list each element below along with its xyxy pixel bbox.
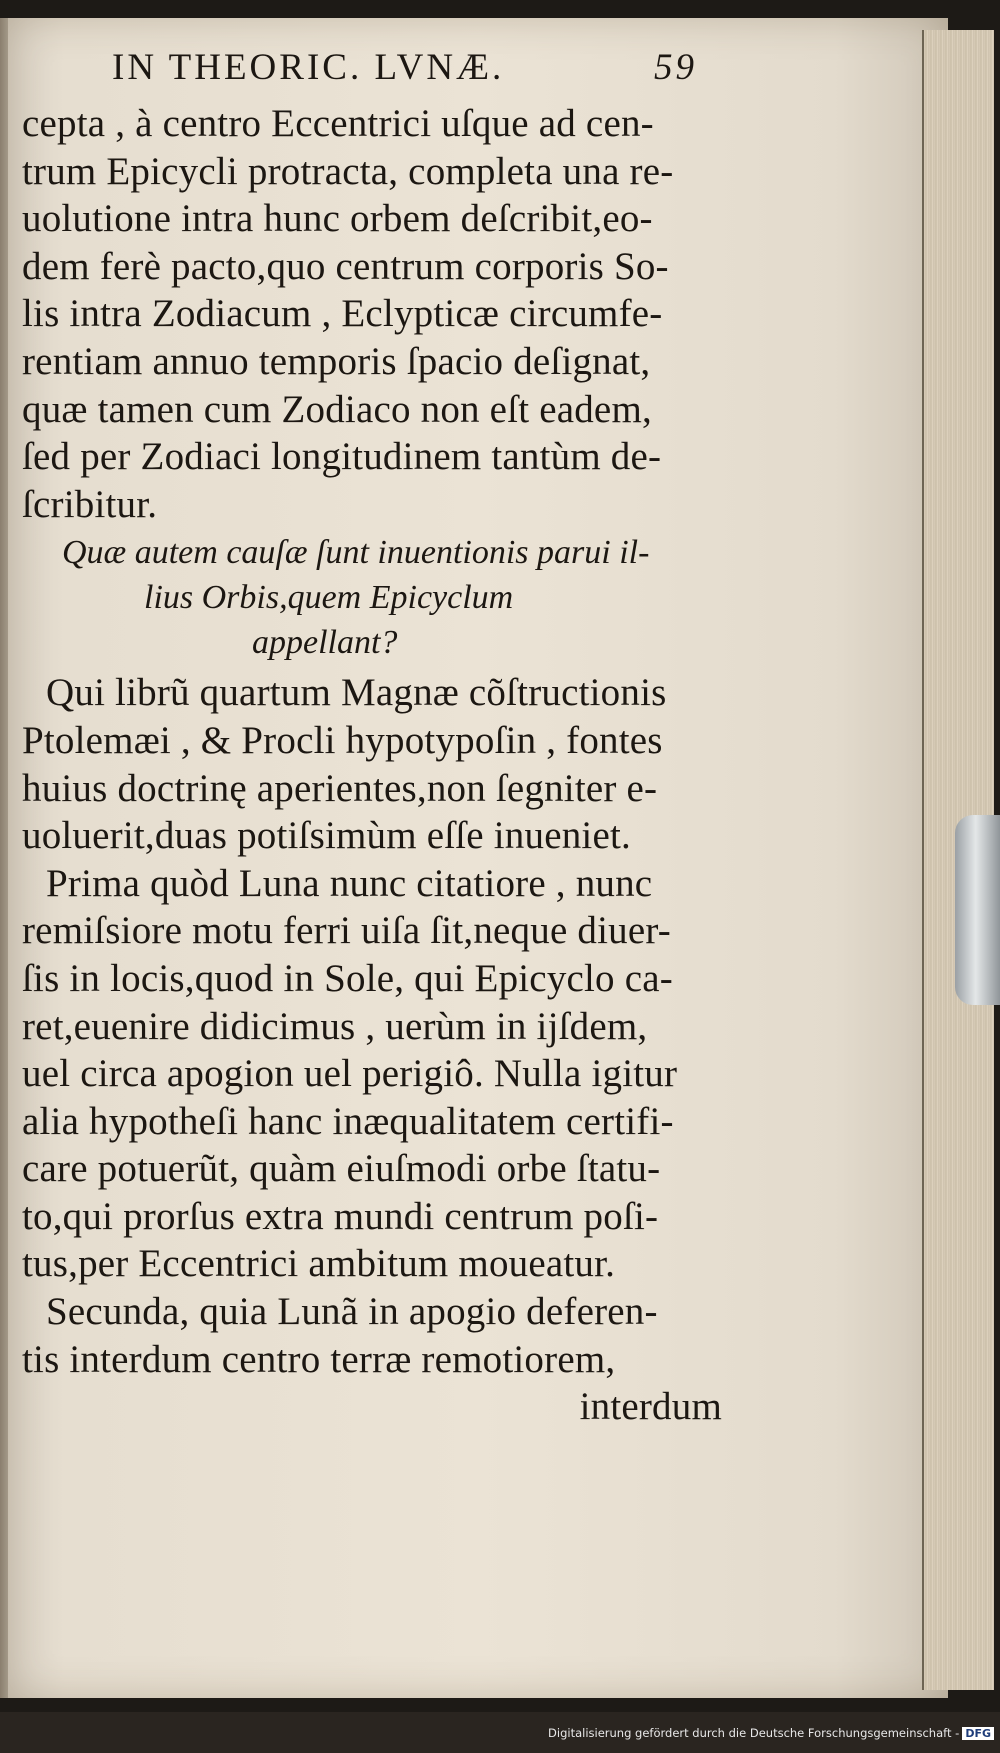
text-line: ſed per Zodiaci longitudinem tantùm de- [22,435,662,479]
text-line: uel circa apogion uel perigiô. Nulla igitur [22,1052,678,1096]
text-line: cepta , à centro Eccentrici uſque ad cen- [22,102,654,145]
text-line: ſcribitur. [22,482,158,526]
text-line: remiſsiore motu ferri uiſa ſit,neque diuer- [22,909,671,953]
paragraph-1 [22,100,722,528]
dfg-logo: DFG [962,1727,994,1740]
text-line: huius doctrinę aperientes,non ſegniter e- [22,766,658,810]
paragraph-2 [22,669,722,859]
running-head-title: IN THEORIC. LVNÆ. [112,47,505,88]
text-line: ſis in locis,quod in Sole, qui Epicyclo ca- [22,956,673,1000]
text-line: alia hypotheſi hanc inæqualitatem certifi- [22,1099,674,1143]
text-line: Ptolemæi , & Procli hypotypoſin , fontes [22,718,663,762]
text-line: Prima quòd Luna nunc citatiore , nunc [46,861,653,905]
text-line: Secunda, quia Lunã in apogio deferen- [46,1290,658,1334]
page-clip [955,815,1000,1005]
digitization-credit [548,1726,994,1740]
question-line: lius Orbis,quem Epicyclum [144,579,514,617]
credit-text: Digitalisierung gefördert durch die Deutsche Forschungsgemeinschaft - [548,1726,960,1740]
paragraph-4 [22,1288,722,1383]
text-line: Qui librũ quartum Magnæ cõſtructionis [46,671,667,715]
catchword: interdum [579,1385,722,1429]
text-line: tis interdum centro terræ remotiorem, [22,1337,616,1381]
text-line: uolutione intra hunc orbem deſcribit,eo- [22,197,653,241]
text-line: quæ tamen cum Zodiaco non eſt eadem, [22,387,652,431]
page-number: 59 [654,47,697,88]
text-line: dem ferè pacto,quo centrum corporis So- [22,244,669,288]
text-line: to,qui prorſus extra mundi centrum poſi- [22,1194,659,1238]
text-line: tus,per Eccentrici ambitum moueatur. [22,1242,616,1286]
paragraph-3 [22,860,722,1288]
page-text [22,46,722,1431]
text-line: uoluerit,duas potiſsimùm eſſe inueniet. [22,814,631,858]
question-line: Quæ autem cauſæ ſunt inuentionis parui il- [62,534,650,572]
running-head [22,46,722,100]
text-line: trum Epicycli protracta, completa una re- [22,149,674,193]
question-line: appellant? [252,624,398,662]
text-line: rentiam annuo temporis ſpacio deſignat, [22,339,651,383]
text-line: care potuerũt, quàm eiuſmodi orbe ſtatu- [22,1147,661,1191]
question-heading [22,530,722,665]
text-line: ret,euenire didicimus , uerùm in ijſdem, [22,1004,648,1048]
text-line: lis intra Zodiacum , Eclypticæ circumfe- [22,292,663,336]
